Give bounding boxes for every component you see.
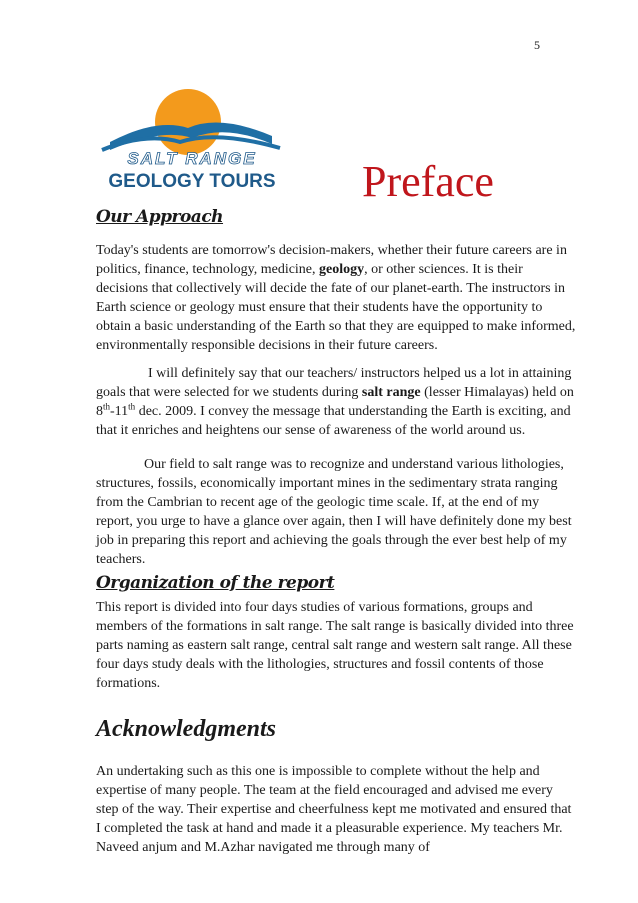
salt-range-geology-tours-logo — [96, 84, 288, 194]
organization-paragraph: This report is divided into four days studies of various formations, groups and members of the formations in salt range. The salt range is basically divided into three parts naming as eastern salt range, central salt range and western salt range. All these four days study deals with the lithologies, structures and fossil contents of those formations. — [96, 600, 574, 691]
approach-paragraph-1: Today's students are tomorrow's decision-makers, whether their future careers are in politics, finance, technology, medicine, geology, or other sciences. It is their decisions that collectively will decide the fate of our planet-earth. The instructors in Earth science or geology must ensure that their students have the opportunity to obtain a basic understanding of the Earth so that they are equipped to make informed, environmentally responsible decisions in their future careers. — [96, 243, 576, 353]
acknowledgments-paragraph: An undertaking such as this one is impossible to complete without the help and expertise of many people. The team at the field encouraged and advised me every step of the way. Their expertise and cheerfulness kept me motivated and ensured that I completed the task at hand and made it a pleasurable experience. My teachers Mr. Naveed anjum and M.Azhar navigated me through many of — [96, 764, 572, 855]
organization-heading: Organization of the report — [96, 573, 335, 593]
logo-line2: GEOLOGY TOURS — [108, 171, 276, 192]
approach-paragraph-2: I will definitely say that our teachers/ instructors helped us a lot in attaining goals that were selected for we students during salt range (lesser Himalayas) held on 8th-11th dec. 2009. I convey the message that understanding the Earth is exciting, and that it enriches and heightens our sense of awareness of the world around us. — [96, 366, 574, 438]
preface-title: Preface — [362, 157, 494, 206]
approach-paragraph-3: Our field to salt range was to recognize and understand various lithologies, structures, fossils, economically important mines in the sedimentary strata ranging from the Cambrian to recent age of the geologic time scale. If, at the end of my report, you urge to have a glance over again, then I will have definitely done my best job in preparing this report and achieving the goals through the ever best help of my teachers. — [96, 457, 572, 567]
acknowledgments-title: Acknowledgments — [96, 716, 277, 742]
logo-line1: SALT RANGE — [127, 149, 257, 168]
our-approach-heading: Our Approach — [96, 207, 224, 227]
page-number: 5 — [534, 38, 540, 52]
